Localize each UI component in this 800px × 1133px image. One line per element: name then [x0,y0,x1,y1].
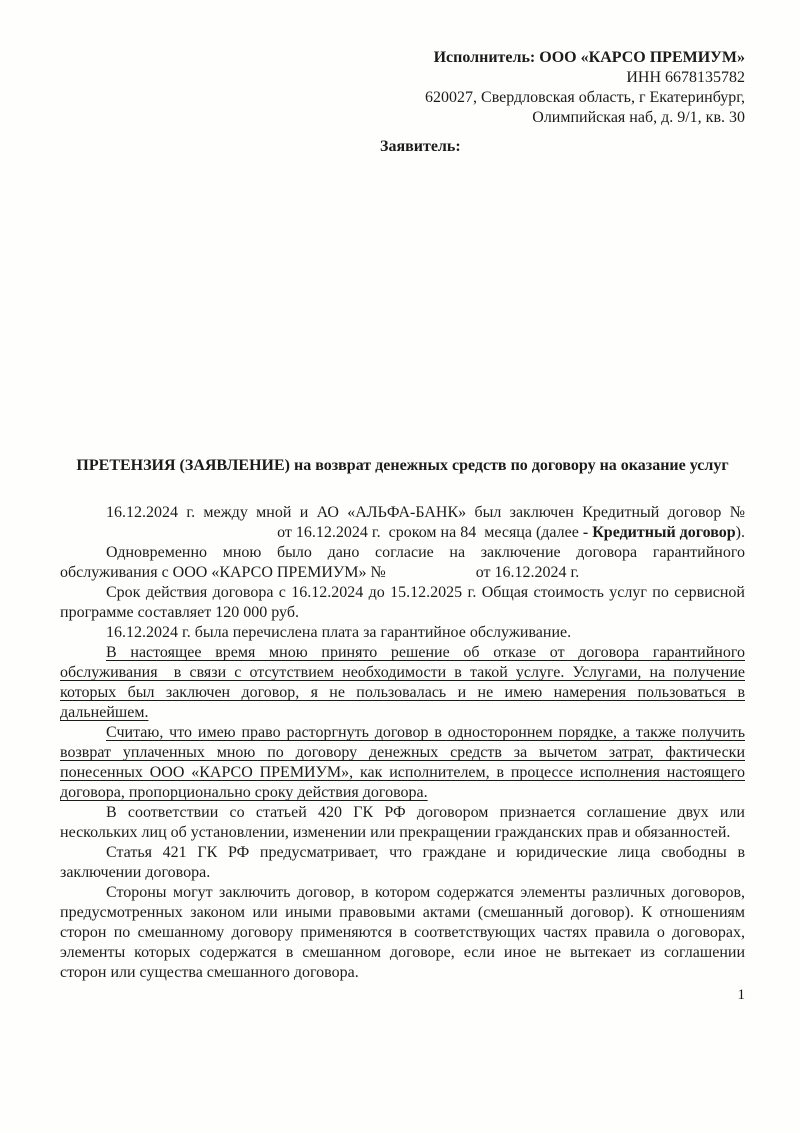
text-line: 16.12.2024 г. между мной и АО «АЛЬФА-БАНК» был заключен Кредитный договор № [106,504,745,521]
text-line: дальнейшем. [60,704,149,721]
text-line: понесенных ООО «КАРСО ПРЕМИУМ», как исполнителем, в процессе исполнения настоящего [60,764,745,781]
text-line: В соответствии со статьей 420 ГК РФ договором признается соглашение двух или [106,804,745,821]
blank-applicant-area [60,157,745,455]
document-subtitle: на возврат денежных средств по договору на оказание услуг [293,457,729,474]
header-executor-block [380,48,745,157]
text-line: Стороны могут заключить договор, в котором содержатся элементы различных договоров, [106,884,745,901]
text-line: элементы которых содержатся в смешанном договоре, если иное не вытекает из соглашении [60,944,745,961]
text-segment: ). [735,524,745,541]
executor-line: Исполнитель: ООО «КАРСО ПРЕМИУМ» [433,49,745,66]
text-line: Считаю, что имею право расторгнуть договор в одностороннем порядке, а также получить [106,724,745,741]
text-line: сторон или существа смешанного договора. [60,964,359,981]
paragraph-mixed-contract [60,883,745,983]
text-line: нескольких лиц об установлении, изменении или прекращении гражданских прав и обязанностей. [60,824,731,841]
text-line: которых был заключен договор, я не пользовалась и не имею намерения пользоваться в [60,684,745,701]
text-line: сторон по смешанному договору применяются в соответствующих частях правила о договорах, [60,924,745,941]
address-line-1: 620027, Свердловская область, г Екатеринбург, [425,89,745,106]
paragraph-warranty-consent [60,543,745,583]
text-line: Одновременно мною было дано согласие на заключение договора гарантийного [106,544,745,561]
page-number: 1 [737,987,745,1003]
text-line: В настоящее время мною принято решение об отказе от договора гарантийного [106,644,745,661]
text-line: обслуживания в связи с отсутствием необходимости в такой услуге. Услугами, на получение [60,664,745,681]
address-line-2: Олимпийская наб, д. 9/1, кв. 30 [532,109,745,126]
credit-contract-term-bold: - Кредитный договор [582,524,736,541]
text-line: Срок действия договора с 16.12.2024 до 15.12.2025 г. Общая стоимость услуг по сервисной [106,584,745,601]
text-line: программе составляет 120 000 руб. [60,604,299,621]
text-line: возврат уплаченных мною по договору денежных средств за вычетом затрат, фактически [60,744,745,761]
paragraph-article-420 [60,803,745,843]
inn-line: ИНН 6678135782 [626,69,745,86]
document-title: ПРЕТЕНЗИЯ (ЗАЯВЛЕНИЕ) [76,457,290,474]
text-segment: от 16.12.2024 г. сроком на 84 месяца (далее [277,524,583,541]
text-line [60,563,745,583]
document-body [60,503,745,983]
text-line: заключении договора. [60,864,211,881]
paragraph-claim-right-underlined [60,723,745,803]
text-line: договора, пропорционально сроку действия договора. [60,784,428,801]
paragraph-contract-term [60,583,745,623]
paragraph-refusal-underlined [60,643,745,723]
paragraph-article-421 [60,843,745,883]
paragraph-payment [60,623,745,643]
text-line: 16.12.2024 г. была перечислена плата за гарантийное обслуживание. [106,624,572,641]
text-line: Статья 421 ГК РФ предусматривает, что граждане и юридические лица свободны в [106,844,745,861]
text-line [60,523,745,543]
text-segment: обслуживания с ООО «КАРСО ПРЕМИУМ» № [60,564,386,581]
text-line: предусмотренных законом или иными правовыми актами (смешанный договор). К отношениям [60,904,745,921]
text-segment: от 16.12.2024 г. [475,564,580,581]
paragraph-credit-contract [60,503,745,543]
document-title-block [60,455,745,477]
applicant-label: Заявитель: [380,138,461,155]
